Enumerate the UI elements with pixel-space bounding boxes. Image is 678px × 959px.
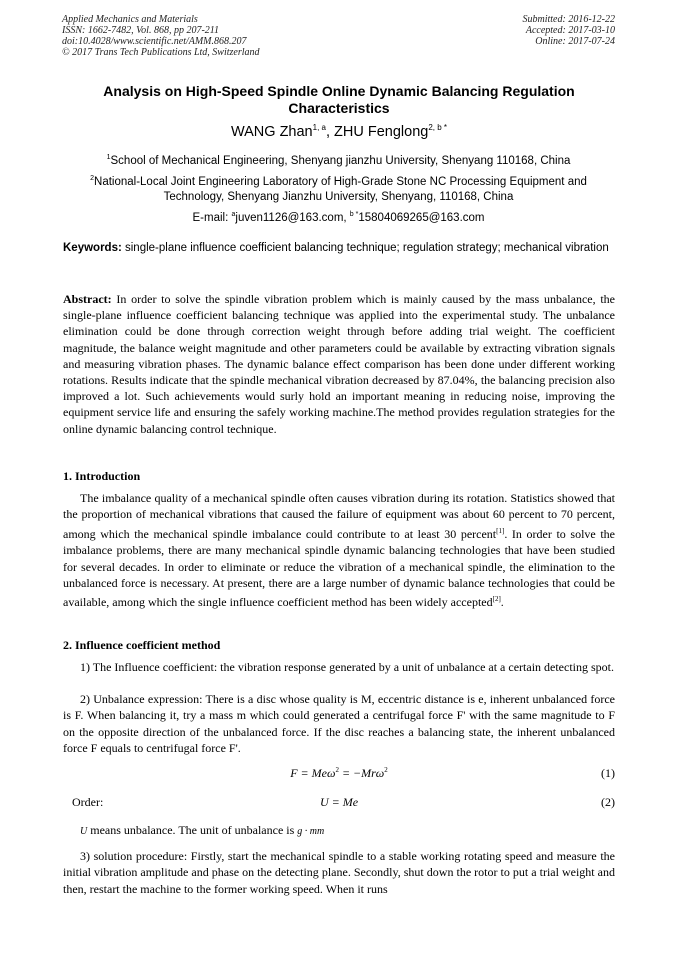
affiliation-2-text: National-Local Joint Engineering Laboratory of High-Grade Stone NC Processing Equipment and Technology, Shenyang Jianzhu University, Shenyang, 110168, China xyxy=(94,175,587,203)
author-2: ZHU Fenglong xyxy=(334,123,429,140)
author-2-marks: 2, b * xyxy=(428,123,448,132)
citation-1: [1] xyxy=(496,526,505,535)
equation-1-formula: F = Meω$^2$ = −Mrω$^2$ xyxy=(290,766,388,780)
citation-2: [2] xyxy=(492,595,501,604)
author-1-marks: 1, a xyxy=(312,123,326,132)
solution-procedure-paragraph: 3) solution procedure: Firstly, start the mechanical spindle to a stable working rotating speed and measure the initial vibration amplitude and phase on the detecting plane. Secondly, shut down the rotor to put a trial weight and then, restart the machine to the former working speed. When it runs xyxy=(63,849,615,896)
equation-2-number: (2) xyxy=(601,795,615,809)
email-2-mark: b * xyxy=(349,211,359,218)
section-heading-influence: 2. Influence coefficient method xyxy=(63,638,221,652)
keywords-label: Keywords: xyxy=(63,242,125,254)
affiliation-1 xyxy=(62,150,615,169)
journal-copyright: © 2017 Trans Tech Publications Ltd, Switzerland xyxy=(62,47,260,58)
equation-1 xyxy=(63,766,615,784)
affiliation-2-mark: 2 xyxy=(90,175,95,182)
journal-issn: ISSN: 1662-7482, Vol. 868, pp 207-211 xyxy=(62,25,220,36)
introduction-paragraph: The imbalance quality of a mechanical spindle often causes vibration during its rotation. Statistics showed that the proportion of mechanical vibrations that caused the failure of equipment was about 60 percent to 70 percent, among which the mechanical spindle imbalance could contribute to at least 30 percent[1]. In order to solve the imbalance problems, there are many mechanical spindle dynamic balancing technologies that have been studied for several decades. In order to eliminate or reduce the vibration of a mechanical spindle, the elimination to the unbalanced force is necessary. At present, there are a large number of dynamic balance technologies that could be available, among which the single influence coefficient method has been widely accepted[2]. xyxy=(63,491,616,610)
email-1: juven1126@163.com, xyxy=(235,211,350,224)
keywords-text: single-plane influence coefficient balancing technique; regulation strategy; mechanical vibration xyxy=(125,242,609,254)
unit-symbol: U xyxy=(80,826,88,837)
influence-coefficient-paragraph: 1) The Influence coefficient: the vibration response generated by a unit of unbalance at a certain detecting spot. xyxy=(80,660,615,674)
dates-header xyxy=(415,14,615,47)
author-line xyxy=(0,123,678,140)
unbalance-expression-paragraph: 2) Unbalance expression: There is a disc whose quality is M, eccentric distance is e, inherent unbalanced force is F. When balancing it, try a mass m which could generated a centrifugal force F' with the same magnitude to F on the opposite direction of the unbalanced force. If the disc reaches a balancing state, the inherent unbalanced force F equals to centrifugal force F'. xyxy=(63,692,615,756)
date-accepted: Accepted: 2017-03-10 xyxy=(525,25,615,36)
author-1: WANG Zhan xyxy=(230,123,313,140)
journal-name: Applied Mechanics and Materials xyxy=(62,14,198,25)
abstract-text: In order to solve the spindle vibration problem which is mainly caused by the mass unbalance, the single-plane influence coefficient balancing technique was applied into the experimental study. The unbalance elimination could be done through correction weight through before adding trial weight. The coefficient magnitude, the balance weight magnitude and other parameters could be available by extracting vibration signals and measuring vibration phases. The dynamic balance effect comparison has been done under different working rotations. Results indicate that the spindle mechanical vibration decreased by 87.04%, the balancing precision also improved a lot. Such achievements would surly hold an important meaning in reducing noise, improving the equipment service life and ensuring the safely working machine.The method provides regulation strategies for the online dynamic balancing control technique. xyxy=(63,292,615,436)
equation-2-formula: U = Me xyxy=(319,795,359,809)
journal-doi: doi:10.4028/www.scientific.net/AMM.868.207 xyxy=(62,36,247,47)
section-heading-introduction: 1. Introduction xyxy=(63,469,141,483)
equation-2 xyxy=(63,795,615,813)
affiliation-2 xyxy=(62,171,615,205)
email-2: 15804069265@163.com xyxy=(358,211,485,224)
date-online: Online: 2017-07-24 xyxy=(535,36,615,47)
keywords xyxy=(63,241,615,256)
abstract xyxy=(63,291,615,437)
journal-header xyxy=(62,14,392,58)
email-1-mark: a xyxy=(231,211,236,218)
email-label: E-mail: xyxy=(192,211,232,224)
affiliation-1-text: School of Mechanical Engineering, Shenyang jianzhu University, Shenyang 110168, China xyxy=(110,154,571,167)
author-separator: , xyxy=(325,123,335,140)
equation-1-number: (1) xyxy=(601,766,615,780)
affiliation-1-mark: 1 xyxy=(106,154,111,161)
equation-2-label: Order: xyxy=(72,795,104,809)
unit-definition: U means unbalance. The unit of unbalance is g · mm xyxy=(80,823,325,837)
date-submitted: Submitted: 2016-12-22 xyxy=(522,14,615,25)
unit-value: g · mm xyxy=(297,826,325,837)
abstract-label: Abstract: xyxy=(63,292,117,306)
email-line xyxy=(62,207,615,226)
paper-title: Analysis on High-Speed Spindle Online Dynamic Balancing Regulation Characteristics xyxy=(103,83,575,116)
